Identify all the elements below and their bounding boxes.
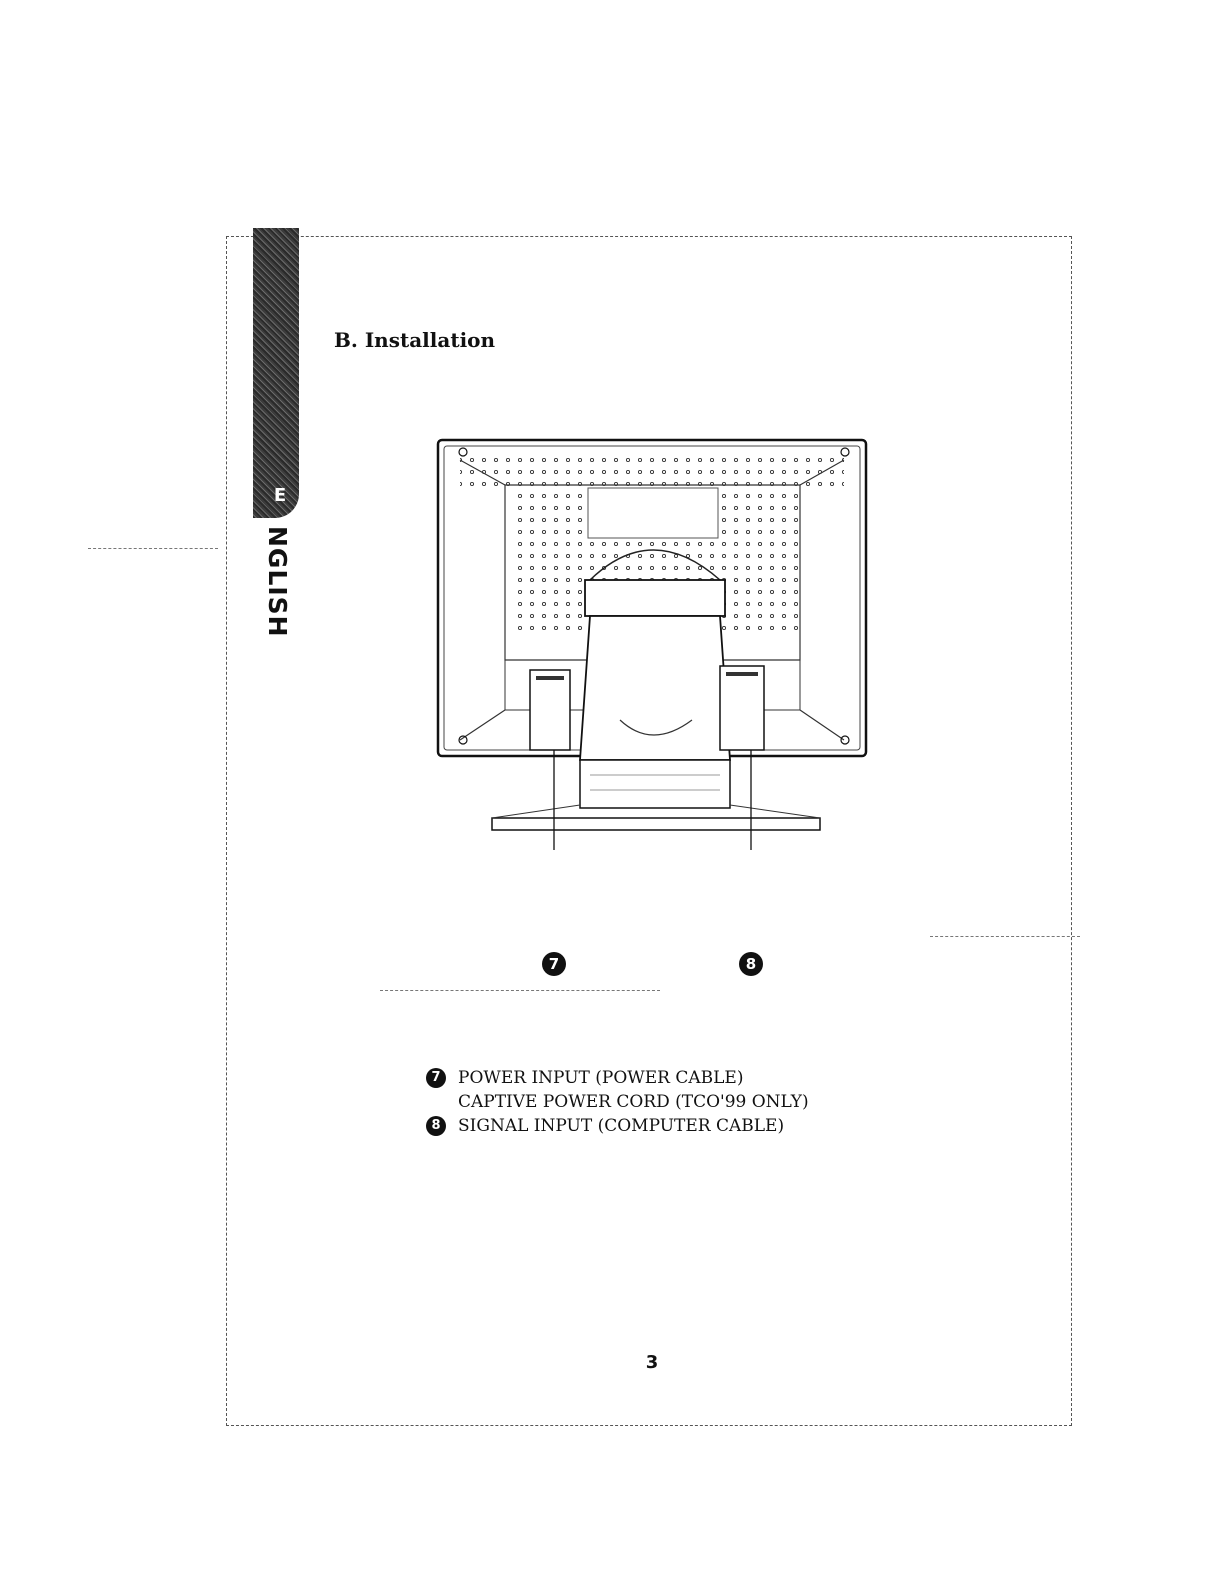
- scan-mark: [380, 990, 660, 991]
- legend-marker-8: 8: [426, 1116, 446, 1136]
- language-tab-label: NGLISH: [263, 526, 292, 638]
- legend-item-8-line1: SIGNAL INPUT (COMPUTER CABLE): [458, 1116, 785, 1136]
- legend-item-7-line1: POWER INPUT (POWER CABLE): [458, 1068, 744, 1088]
- stand-neck: [580, 616, 730, 760]
- callout-7: 7: [542, 952, 566, 976]
- page-number: 3: [645, 1352, 659, 1373]
- legend-item-7-line2: CAPTIVE POWER CORD (TCO'99 ONLY): [458, 1092, 809, 1112]
- scan-mark: [930, 936, 1080, 937]
- callout-8: 8: [739, 952, 763, 976]
- signal-port: [720, 666, 764, 750]
- top-vents: [460, 450, 844, 488]
- stand-base: [492, 818, 820, 830]
- scan-mark: [88, 548, 218, 549]
- section-title: B. Installation: [334, 328, 496, 352]
- power-port: [530, 670, 570, 750]
- legend-item-7: [426, 1066, 809, 1114]
- legend: [426, 1066, 809, 1138]
- legend-marker-7: 7: [426, 1068, 446, 1088]
- legend-item-8: [426, 1114, 809, 1138]
- language-tab: [253, 228, 299, 518]
- monitor-rear-diagram: [430, 430, 880, 850]
- language-tab-letter: E: [273, 485, 287, 506]
- stand-hinge: [585, 580, 725, 616]
